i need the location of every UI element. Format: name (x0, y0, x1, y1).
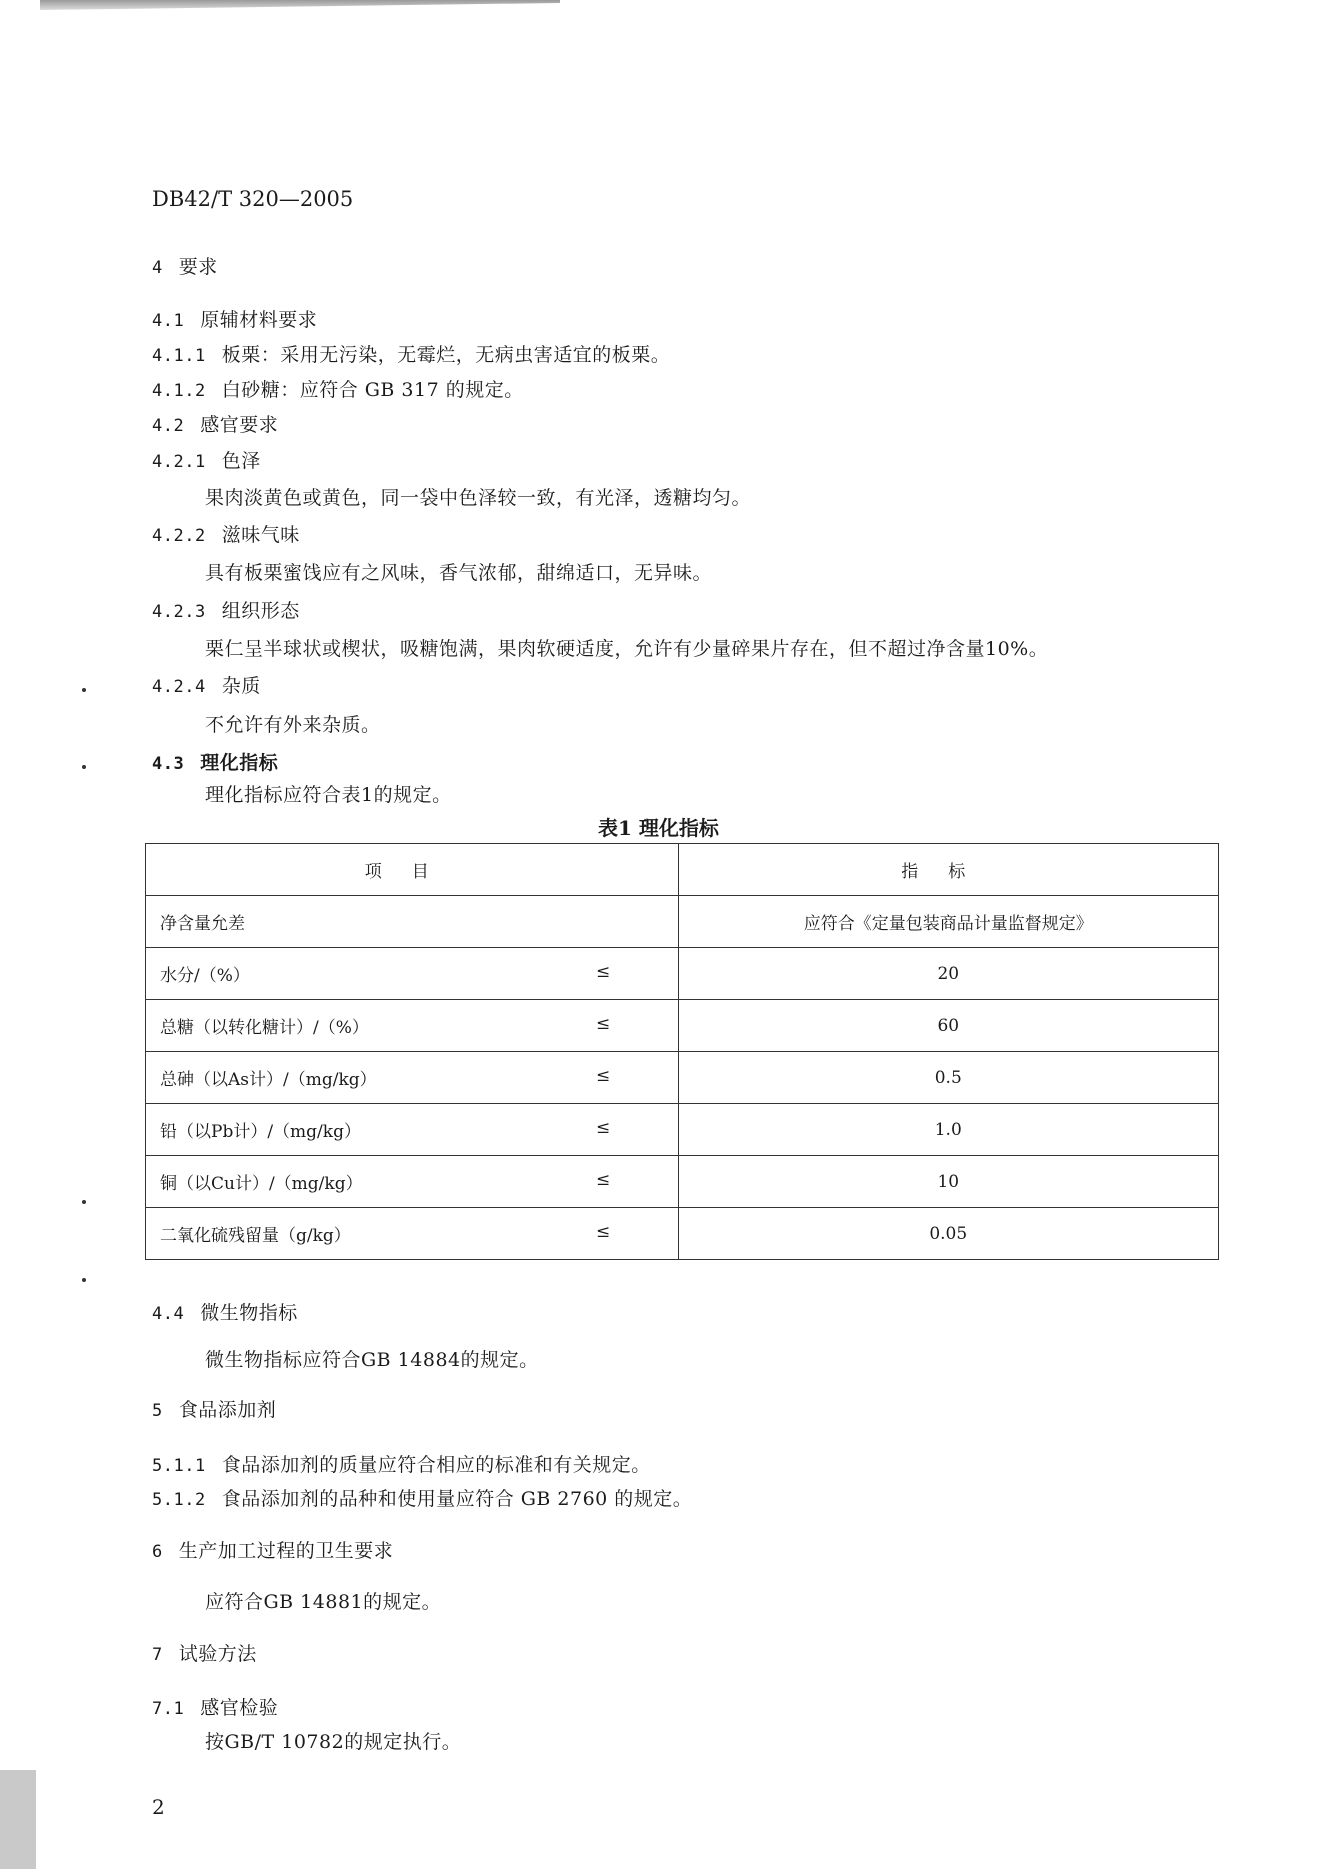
page-number: 2 (152, 1795, 165, 1819)
scan-dot (82, 688, 86, 692)
clause: 4.1.1 板栗：采用无污染，无霉烂，无病虫害适宜的板栗。 (152, 344, 671, 366)
table-caption: 表1 理化指标 (598, 816, 719, 840)
row-value: 60 (678, 1000, 1218, 1052)
paragraph: 不允许有外来杂质。 (205, 714, 381, 736)
paragraph: 栗仁呈半球状或楔状，吸糖饱满，果肉软硬适度，允许有少量碎果片存在，但不超过净含量10%。 (205, 638, 1049, 660)
scan-dot (82, 1278, 86, 1282)
paragraph: 果肉淡黄色或黄色，同一袋中色泽较一致，有光泽，透糖均匀。 (205, 487, 752, 509)
section-heading: 4.4 微生物指标 (152, 1302, 298, 1324)
row-item: 水分/（%） ≤ (146, 948, 679, 1000)
row-value: 0.05 (678, 1208, 1218, 1260)
row-item: 铅（以Pb计）/（mg/kg） ≤ (146, 1104, 679, 1156)
table-header-row (146, 844, 1219, 896)
table-row (146, 1052, 1219, 1104)
section-heading: 5 食品添加剂 (152, 1399, 277, 1421)
clause: 5.1.1 食品添加剂的质量应符合相应的标准和有关规定。 (152, 1454, 651, 1476)
row-item: 净含量允差 (146, 896, 679, 948)
section-heading: 4.1 原辅材料要求 (152, 309, 318, 331)
row-value: 20 (678, 948, 1218, 1000)
row-item: 总糖（以转化糖计）/（%） ≤ (146, 1000, 679, 1052)
document-code: DB42/T 320—2005 (152, 187, 354, 211)
physicochemical-table (145, 843, 1219, 1260)
scan-artifact-strip (0, 1770, 36, 1869)
row-value: 1.0 (678, 1104, 1218, 1156)
section-heading: 7.1 感官检验 (152, 1697, 279, 1719)
row-value: 0.5 (678, 1052, 1218, 1104)
section-heading: 6 生产加工过程的卫生要求 (152, 1540, 394, 1562)
section-heading: 7 试验方法 (152, 1643, 257, 1665)
section-heading: 4.2.1 色泽 (152, 450, 261, 472)
section-heading: 4 要求 (152, 256, 218, 278)
table-row (146, 1104, 1219, 1156)
row-item: 二氧化硫残留量（g/kg） ≤ (146, 1208, 679, 1260)
table-row (146, 1156, 1219, 1208)
scan-dot (82, 1200, 86, 1204)
table-row (146, 1208, 1219, 1260)
row-value: 10 (678, 1156, 1218, 1208)
clause: 4.1.2 白砂糖：应符合 GB 317 的规定。 (152, 379, 524, 401)
header-item: 项目 (146, 844, 679, 896)
table-row (146, 896, 1219, 948)
clause: 5.1.2 食品添加剂的品种和使用量应符合 GB 2760 的规定。 (152, 1488, 693, 1510)
section-heading: 4.2.4 杂质 (152, 675, 261, 697)
paragraph: 具有板栗蜜饯应有之风味，香气浓郁，甜绵适口，无异味。 (205, 562, 713, 584)
section-heading: 4.2.3 组织形态 (152, 600, 300, 622)
section-heading: 4.2.2 滋味气味 (152, 524, 300, 546)
row-item: 铜（以Cu计）/（mg/kg） ≤ (146, 1156, 679, 1208)
paragraph: 按GB/T 10782的规定执行。 (205, 1731, 462, 1753)
row-item: 总砷（以As计）/（mg/kg） ≤ (146, 1052, 679, 1104)
section-heading: 4.2 感官要求 (152, 414, 279, 436)
row-value: 应符合《定量包装商品计量监督规定》 (678, 896, 1218, 948)
paragraph: 理化指标应符合表1的规定。 (205, 784, 452, 806)
paragraph: 应符合GB 14881的规定。 (205, 1591, 442, 1613)
section-heading: 4.3 理化指标 (152, 752, 279, 774)
table-row (146, 948, 1219, 1000)
table-row (146, 1000, 1219, 1052)
scan-dot (82, 765, 86, 769)
paragraph: 微生物指标应符合GB 14884的规定。 (205, 1349, 539, 1371)
header-indicator: 指标 (678, 844, 1218, 896)
scan-artifact-bar (40, 0, 560, 10)
